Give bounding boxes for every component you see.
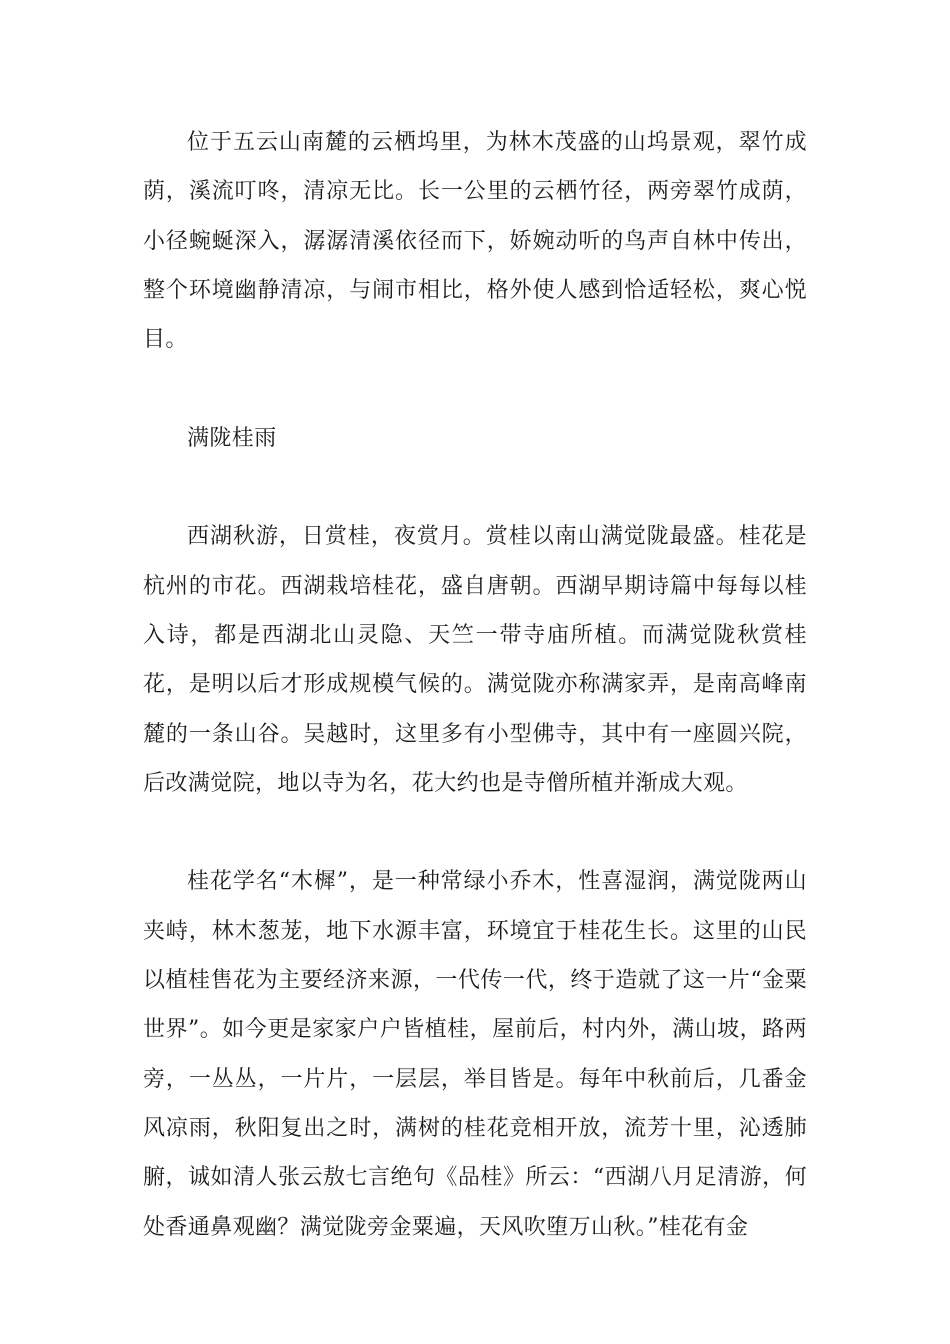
document-page [143, 118, 807, 1252]
section-heading: 满陇桂雨 [187, 425, 277, 451]
paragraph-yunqi: 位于五云山南麓的云栖坞里，为林木茂盛的山坞景观，翠竹成荫，溪流叮咚，清凉无比。长一公里的云栖竹径，两旁翠竹成荫，小径蜿蜒深入，潺潺清溪依径而下，娇婉动听的鸟声自林中传出，整个环境幽静清凉，与闹市相比，格外使人感到恰适轻松，爽心悦目。 [143, 130, 807, 353]
paragraph-gap [143, 364, 807, 413]
paragraph-gap [143, 463, 807, 512]
paragraph-gap [143, 808, 807, 857]
paragraph-osmanthus-description: 桂花学名“木樨”，是一种常绿小乔木，性喜湿润，满觉陇两山夹峙，林木葱茏，地下水源丰富，环境宜于桂花生长。这里的山民以植桂售花为主要经济来源，一代传一代，终于造就了这一片“金粟世界”。如今更是家家户户皆植桂，屋前后，村内外，满山坡，路两旁，一丛丛，一片片，一层层，举目皆是。每年中秋前后，几番金风凉雨，秋阳复出之时，满树的桂花竞相开放，流芳十里，沁透肺腑，诚如清人张云敖七言绝句《品桂》所云：“西湖八月足清游，何处香通鼻观幽？满觉陇旁金粟遍，天风吹堕万山秋。”桂花有金 [143, 869, 807, 1240]
paragraph-osmanthus-history: 西湖秋游，日赏桂，夜赏月。赏桂以南山满觉陇最盛。桂花是杭州的市花。西湖栽培桂花，盛自唐朝。西湖早期诗篇中每每以桂入诗，都是西湖北山灵隐、天竺一带寺庙所植。而满觉陇秋赏桂花，是明以后才形成规模气候的。满觉陇亦称满家弄，是南高峰南麓的一条山谷。吴越时，这里多有小型佛寺，其中有一座圆兴院，后改满觉院，地以寺为名，花大约也是寺僧所植并渐成大观。 [143, 524, 807, 796]
